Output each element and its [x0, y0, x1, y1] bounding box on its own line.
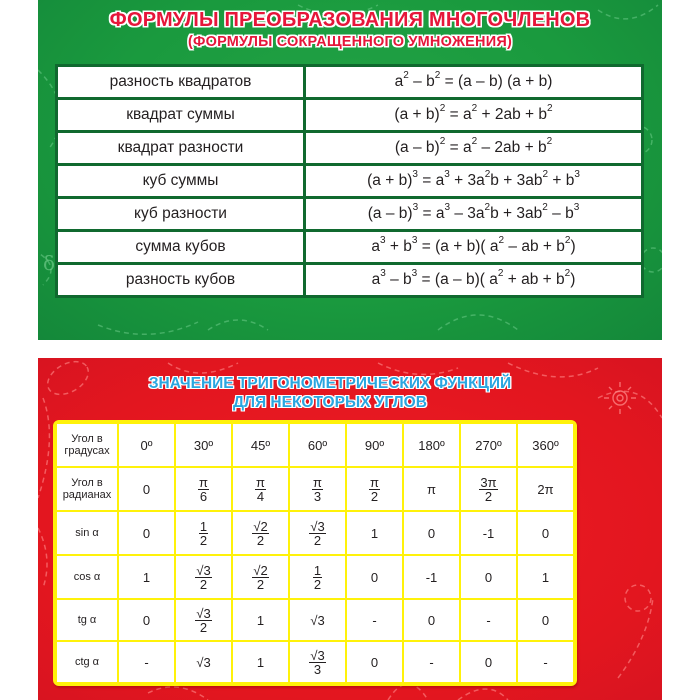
- fraction: $\frac{\pi}{4}$: [256, 475, 265, 504]
- trig-cell: [289, 641, 346, 683]
- trig-row: [56, 599, 574, 641]
- formula-row: [57, 66, 643, 99]
- trig-cell: 180º: [403, 423, 460, 467]
- trig-cell: [460, 467, 517, 511]
- trig-cell: -: [403, 641, 460, 683]
- svg-text:δ: δ: [43, 251, 56, 275]
- trig-cell: 0: [460, 641, 517, 683]
- formula-name: куб разности: [57, 198, 305, 231]
- trig-cell: √3: [175, 641, 232, 683]
- trig-cell: 0: [517, 511, 574, 555]
- trig-cell: 1: [232, 641, 289, 683]
- trig-cell: 45º: [232, 423, 289, 467]
- trig-cell: 1: [517, 555, 574, 599]
- trig-cell: [289, 467, 346, 511]
- formula-row: [57, 165, 643, 198]
- trig-cell: [232, 555, 289, 599]
- trig-cell: 0: [403, 511, 460, 555]
- trig-row-header: sin α: [56, 511, 118, 555]
- fraction: $\frac{√3}{2}$: [310, 519, 325, 548]
- trig-cell: [346, 467, 403, 511]
- trig-cell: 0: [118, 467, 175, 511]
- trig-cell: 1: [346, 511, 403, 555]
- polynomial-formulas-panel: [38, 0, 662, 340]
- trig-cell: 2π: [517, 467, 574, 511]
- fraction: $\frac{√3}{2}$: [196, 563, 211, 592]
- fraction: $\frac{√2}{2}$: [253, 519, 268, 548]
- trig-values-panel: [38, 358, 662, 700]
- trig-cell: 0: [517, 599, 574, 641]
- fraction: $\frac{√3}{2}$: [196, 606, 211, 635]
- fraction: $\frac{\pi}{2}$: [370, 475, 379, 504]
- formula-row: [57, 198, 643, 231]
- formula-expression: $(a - b)^2 = a^2 - 2ab + b^2$: [305, 132, 643, 165]
- trig-cell: [289, 555, 346, 599]
- formula-expression: $a^3 + b^3 = (a + b)$( $a^2$ – ab + $b^2$): [305, 231, 643, 264]
- formula-name: куб суммы: [57, 165, 305, 198]
- trig-cell: 0: [346, 641, 403, 683]
- fraction: $\frac{√3}{3}$: [310, 648, 325, 677]
- formula-row: [57, 99, 643, 132]
- fraction: $\frac{\pi}{3}$: [313, 475, 322, 504]
- formula-name: разность кубов: [57, 264, 305, 297]
- trig-table: [53, 420, 577, 686]
- trig-cell: 0: [118, 599, 175, 641]
- trig-cell: 60º: [289, 423, 346, 467]
- trig-row-header: cos α: [56, 555, 118, 599]
- trig-row-header: tg α: [56, 599, 118, 641]
- formulas-subtitle: (ФОРМУЛЫ СОКРАЩЕННОГО УМНОЖЕНИЯ): [188, 34, 512, 50]
- fraction: $\frac{1}{2}$: [199, 519, 208, 548]
- trig-cell: 0: [460, 555, 517, 599]
- trig-cell: 90º: [346, 423, 403, 467]
- formula-expression: $(a + b)^2 = a^2 + 2ab + b^2$: [305, 99, 643, 132]
- trig-cell: -1: [460, 511, 517, 555]
- formula-row: [57, 264, 643, 297]
- trig-cell: [232, 511, 289, 555]
- trig-cell: [175, 467, 232, 511]
- trig-cell: 0º: [118, 423, 175, 467]
- trig-row-header: Угол в градусах: [56, 423, 118, 467]
- trig-cell: -: [460, 599, 517, 641]
- formula-name: сумма кубов: [57, 231, 305, 264]
- trig-cell: [175, 599, 232, 641]
- trig-cell: -: [118, 641, 175, 683]
- trig-cell: 0: [118, 511, 175, 555]
- trig-cell: π: [403, 467, 460, 511]
- formula-table: [55, 64, 644, 298]
- formula-expression: $(a - b)^3 = a^3 - 3a^2b + 3ab^2 - b^3$: [305, 198, 643, 231]
- trig-cell: 360º: [517, 423, 574, 467]
- trig-row: [56, 423, 574, 467]
- trig-cell: 30º: [175, 423, 232, 467]
- formula-name: разность квадратов: [57, 66, 305, 99]
- trig-cell: 0: [403, 599, 460, 641]
- formula-row: [57, 132, 643, 165]
- fraction: $\frac{√2}{2}$: [253, 563, 268, 592]
- trig-cell: [289, 511, 346, 555]
- formula-name: квадрат разности: [57, 132, 305, 165]
- formulas-title: ФОРМУЛЫ ПРЕОБРАЗОВАНИЯ МНОГОЧЛЕНОВ: [109, 9, 591, 31]
- formula-name: квадрат суммы: [57, 99, 305, 132]
- trig-row: [56, 641, 574, 683]
- trig-row-header: ctg α: [56, 641, 118, 683]
- formula-expression: $a^3 - b^3 = (a - b)$( $a^2$ + ab + $b^2$): [305, 264, 643, 297]
- trig-row: [56, 555, 574, 599]
- trig-cell: 1: [232, 599, 289, 641]
- trig-row: [56, 467, 574, 511]
- fraction: $\frac{3\pi}{2}$: [480, 475, 497, 504]
- trig-cell: [232, 467, 289, 511]
- trig-cell: -: [517, 641, 574, 683]
- fraction: $\frac{1}{2}$: [313, 563, 322, 592]
- fraction: $\frac{\pi}{6}$: [199, 475, 208, 504]
- trig-row-header: Угол в радианах: [56, 467, 118, 511]
- trig-cell: [175, 555, 232, 599]
- trig-cell: 270º: [460, 423, 517, 467]
- trig-cell: -: [346, 599, 403, 641]
- trig-cell: -1: [403, 555, 460, 599]
- trig-cell: √3: [289, 599, 346, 641]
- trig-title-line1: ЗНАЧЕНИЕ ТРИГОНОМЕТРИЧЕСКИХ ФУНКЦИЙ: [148, 375, 512, 392]
- formula-expression: $a^2 - b^2 = (a - b) (a + b)$: [305, 66, 643, 99]
- trig-cell: 1: [118, 555, 175, 599]
- trig-title-line2: ДЛЯ НЕКОТОРЫХ УГЛОВ: [233, 394, 427, 411]
- trig-cell: 0: [346, 555, 403, 599]
- trig-cell: [175, 511, 232, 555]
- formula-expression: $(a + b)^3 = a^3 + 3a^2b + 3ab^2 + b^3$: [305, 165, 643, 198]
- formula-row: [57, 231, 643, 264]
- trig-row: [56, 511, 574, 555]
